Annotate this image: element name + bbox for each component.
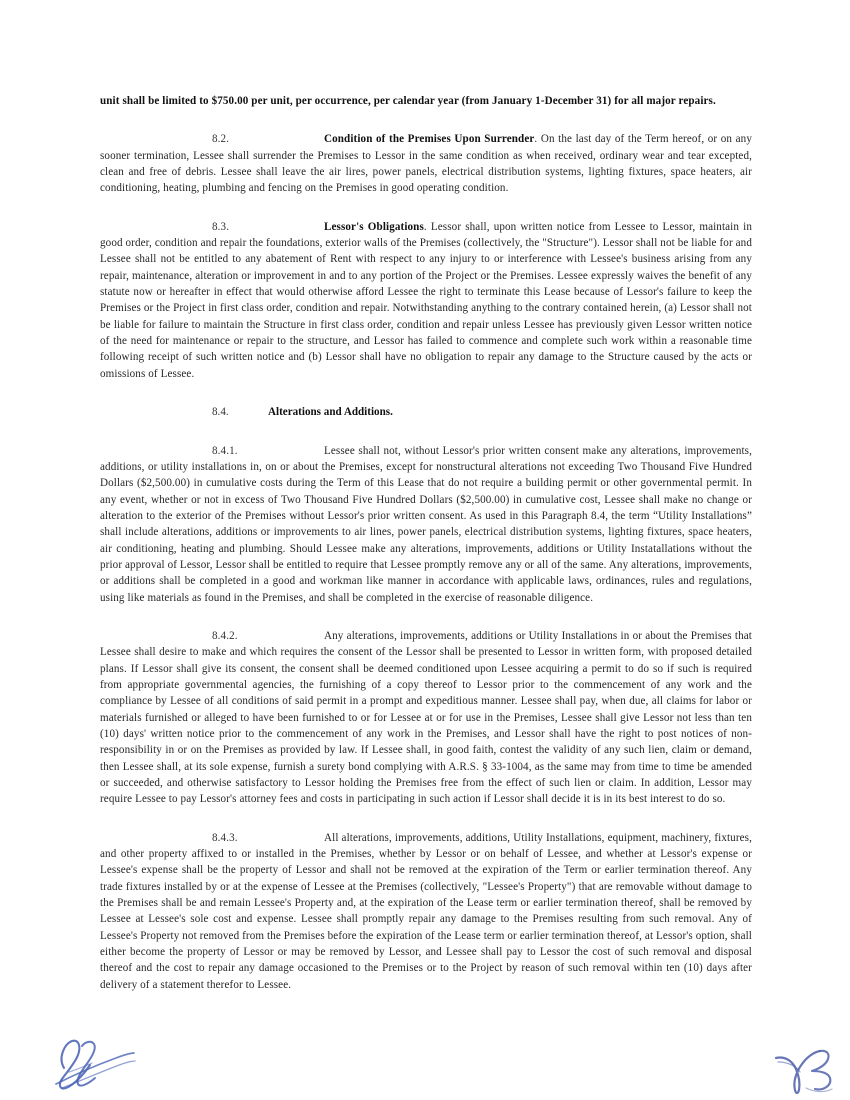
section-8-3-heading: Lessor's Obligations [324, 220, 424, 233]
section-8-4-heading-line [100, 404, 752, 420]
subsection-8-4-3-text: All alterations, improvements, additions, Utility Installations, equipment, machinery, fixtures, and other property affixed to or installed in the Premises, whether by Lessor or on behalf of Lessee, and whether at Lessor's expense or Lessee's expense shall be the property of Lessor and shall not be removed at the expiration of the Term or earlier termination thereof. Any trade fixtures installed by or at the expense of Lessee at the Premises (collectively, "Lessee's Property") that are removable without damage to the Premises shall be and remain Lessee's Property and, at the expiration of the Lease term or earlier termination thereof, shall be removed by Lessee at Lessee's sole cost and expense. Lessee shall promptly repair any damage to the Premises resulting from such removal. Any of Lessee's Property not removed from the Premises before the expiration of the Lease term or earlier termination thereof, at Lessor's option, shall either become the property of Lessor or may be removed by Lessor, and Lessee shall pay to Lessor the cost of such removal and disposal thereof and the cost to repair any damage occasioned to the Premises or to the Project by reason of such removal within ten (10) days after delivery of a statement therefor to Lessee. [100, 831, 752, 991]
section-8-4-heading: Alterations and Additions [268, 406, 391, 419]
section-8-3-text: . Lessor shall, upon written notice from Lessee to Lessor, maintain in good order, condition and repair the foundations, exterior walls of the Premises (collectively, the "Structure"). Lessor shall not be liable for and Lessee shall not be entitled to any abatement of Rent with respect to any injury to or interference with Lessee's business arising from any repair, maintenance, alteration or improvement in and to any portion of the Project or the Premises. Lessee expressly waives the benefit of any statute now or hereafter in effect that would otherwise afford Lessee the right to terminate this Lease because of Lessor's failure to keep the Premises or the Project in first class order, condition and repair. Notwithstanding anything to the contrary contained herein, (a) Lessor shall not be liable for failure to maintain the Structure in first class order, condition and repair unless Lessee has previously given Lessor written notice of the need for maintenance or repair to the structure, and Lessor has failed to commence and complete such work within a reasonable time following receipt of such written notice and (b) Lessor shall have no obligation to repair any damage to the Structure caused by the acts or omissions of Lessee. [100, 220, 752, 380]
subsection-8-4-3 [100, 830, 752, 993]
spacer [100, 421, 752, 443]
continued-paragraph: unit shall be limited to $750.00 per unit, per occurrence, per calendar year (from January 1-December 31) for all major repairs. [100, 95, 716, 107]
spacer [100, 109, 752, 131]
spacer [100, 808, 752, 830]
lessor-initials-signature [38, 1022, 158, 1100]
section-8-4-heading-period: . [390, 406, 393, 419]
section-8-2-number: 8.2. [212, 133, 230, 146]
subsection-8-4-1 [100, 443, 752, 606]
subsection-8-4-1-text: Lessee shall not, without Lessor's prior written consent make any alterations, improvements, additions, or utility installations in, on or about the Premises, except for nonstructural alterations not exceeding Two Thousand Five Hundred Dollars ($2,500.00) in cumulative costs during the Term of this Lease that do not require a building permit or other governmental permit. In any event, whether or not in excess of Two Thousand Five Hundred Dollars ($2,500.00) in cumulative cost, Lessee shall make no change or alteration to the exterior of the Premises without Lessor's prior written consent. As used in this Paragraph 8.4, the term “Utility Installations” shall include alterations, additions or improvements to air lines, power panels, electrical distribution systems, lighting fixtures, space heaters, air conditioning, heating and plumbing. Should Lessee make any alterations, improvements, additions or Utility Instatallations without the prior approval of Lessor, Lessor shall be entitled to require that Lessee promptly remove any or all of the same. Any alterations, improvements, or additions shall be completed in a good and workman like manner in accordance with applicable laws, ordinances, rules and regulations, using like materials as found in the Premises, and shall be completed in the exercise of reasonable diligence. [100, 444, 753, 604]
section-8-4-number: 8.4. [212, 406, 229, 419]
section-8-2-heading: Condition of the Premises Upon Surrender [324, 133, 535, 146]
subsection-8-4-3-number: 8.4.3. [212, 831, 238, 844]
lessee-initials-signature [770, 1038, 850, 1100]
document-body [100, 93, 752, 993]
section-8-3-number: 8.3. [212, 220, 230, 233]
spacer [100, 606, 752, 628]
section-8-3 [100, 219, 752, 382]
section-8-2-text: . On the last day of the Term hereof, or on any sooner termination, Lessee shall surrender the Premises to Lessor in the same condition as when received, ordinary wear and tear excepted, clean and free of debris. Lessee shall leave the air lires, power panels, electrical distribution systems, lighting fixtures, space heaters, air conditioning, heating, plumbing and fencing on the Premises in good operating condition. [100, 133, 752, 195]
subsection-8-4-2 [100, 628, 752, 808]
subsection-8-4-1-number: 8.4.1. [212, 444, 238, 457]
spacer [100, 382, 752, 404]
subsection-8-4-2-text: Any alterations, improvements, additions or Utility Installations in or about the Premises that Lessee shall desire to make and which requires the consent of the Lessor shall be presented to Lessor in written form, with proposed detailed plans. If Lessor shall give its consent, the consent shall be deemed conditioned upon Lessee acquiring a permit to do so if such is required from appropriate governmental agencies, the furnishing of a copy thereof to Lessor prior to the commencement of any work and the compliance by Lessee of all conditions of said permit in a prompt and expeditious manner. Lessee shall pay, when due, all claims for labor or materials furnished or alleged to have been furnished to or for Lessee at or for use in the Premises, Lessee shall give Lessor not less than ten (10) days' written notice prior to the commencement of any work in the Premises, and Lessor shall have the right to post notices of non-responsibility in or on the Premises as provided by law. If Lessee shall, in good faith, contest the validity of any such lien, claim or demand, then Lessee shall, at its sole expense, furnish a surety bond complying with A.R.S. § 33-1004, as the same may from time to time be amended or succeeded, and otherwise satisfactory to Lessor holding the Premises free from the effect of such lien or claim. In addition, Lessor may require Lessee to pay Lessor's attorney fees and costs in participating in such action if Lessor shall decide it is in its best interest to do so. [100, 629, 752, 806]
spacer [100, 197, 752, 219]
section-8-2 [100, 131, 752, 196]
subsection-8-4-2-number: 8.4.2. [212, 629, 238, 642]
